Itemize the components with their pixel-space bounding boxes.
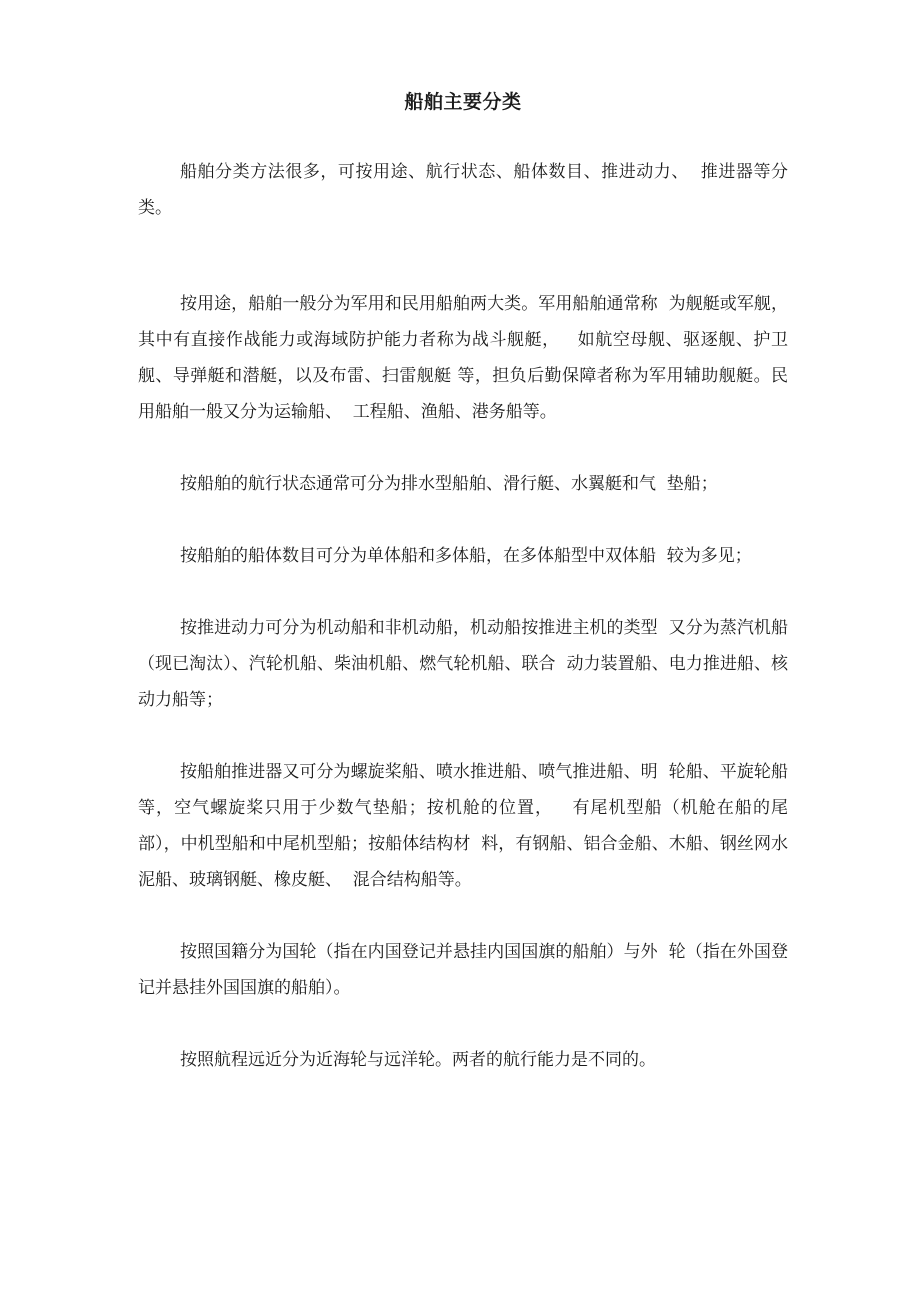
paragraph-by-navigation-state: 按船舶的航行状态通常可分为排水型船舶、滑行艇、水翼艇和气 垫船； xyxy=(180,474,718,494)
paragraph-by-propeller: 按船舶推进器又可分为螺旋桨船、喷水推进船、喷气推进船、明 轮船、平旋轮船等，空气螺旋桨只用于少数气垫船；按机舱的位置， 有尾机型船（机舱在船的尾部），中机型船和中尾机型船；按船体结构材 料，有钢船、铝合金船、木船、钢丝网水泥船、玻璃钢艇、橡皮艇、 混合结构船等。 xyxy=(138,762,788,890)
paragraph-intro: 船舶分类方法很多，可按用途、航行状态、船体数目、推进动力、 推进器等分类。 xyxy=(138,162,788,218)
paragraph-by-hull-number: 按船舶的船体数目可分为单体船和多体船，在多体船型中双体船 较为多见； xyxy=(180,546,752,566)
paragraph-by-use: 按用途，船舶一般分为军用和民用船舶两大类。军用船舶通常称 为舰艇或军舰，其中有直接作战能力或海域防护能力者称为战斗舰艇， 如航空母舰、驱逐舰、护卫舰、导弹艇和潜艇，以及布雷、扫雷舰艇 等，担负后勤保障者称为军用辅助舰艇。民用船舶一般又分为运输船、 工程船、渔船、港务船等。 xyxy=(138,294,788,422)
paragraph-by-nationality: 按照国籍分为国轮（指在内国登记并悬挂内国国旗的船舶）与外 轮（指在外国登记并悬挂外国国旗的船舶）。 xyxy=(138,942,788,998)
document-title: 船舶主要分类 xyxy=(404,91,522,113)
paragraph-by-voyage-range: 按照航程远近分为近海轮与远洋轮。两者的航行能力是不同的。 xyxy=(180,1050,656,1070)
paragraph-by-propulsion-power: 按推进动力可分为机动船和非机动船，机动船按推进主机的类型 又分为蒸汽机船（现已淘汰）、汽轮机船、柴油机船、燃气轮机船、联合 动力装置船、电力推进船、核动力船等； xyxy=(138,618,788,710)
